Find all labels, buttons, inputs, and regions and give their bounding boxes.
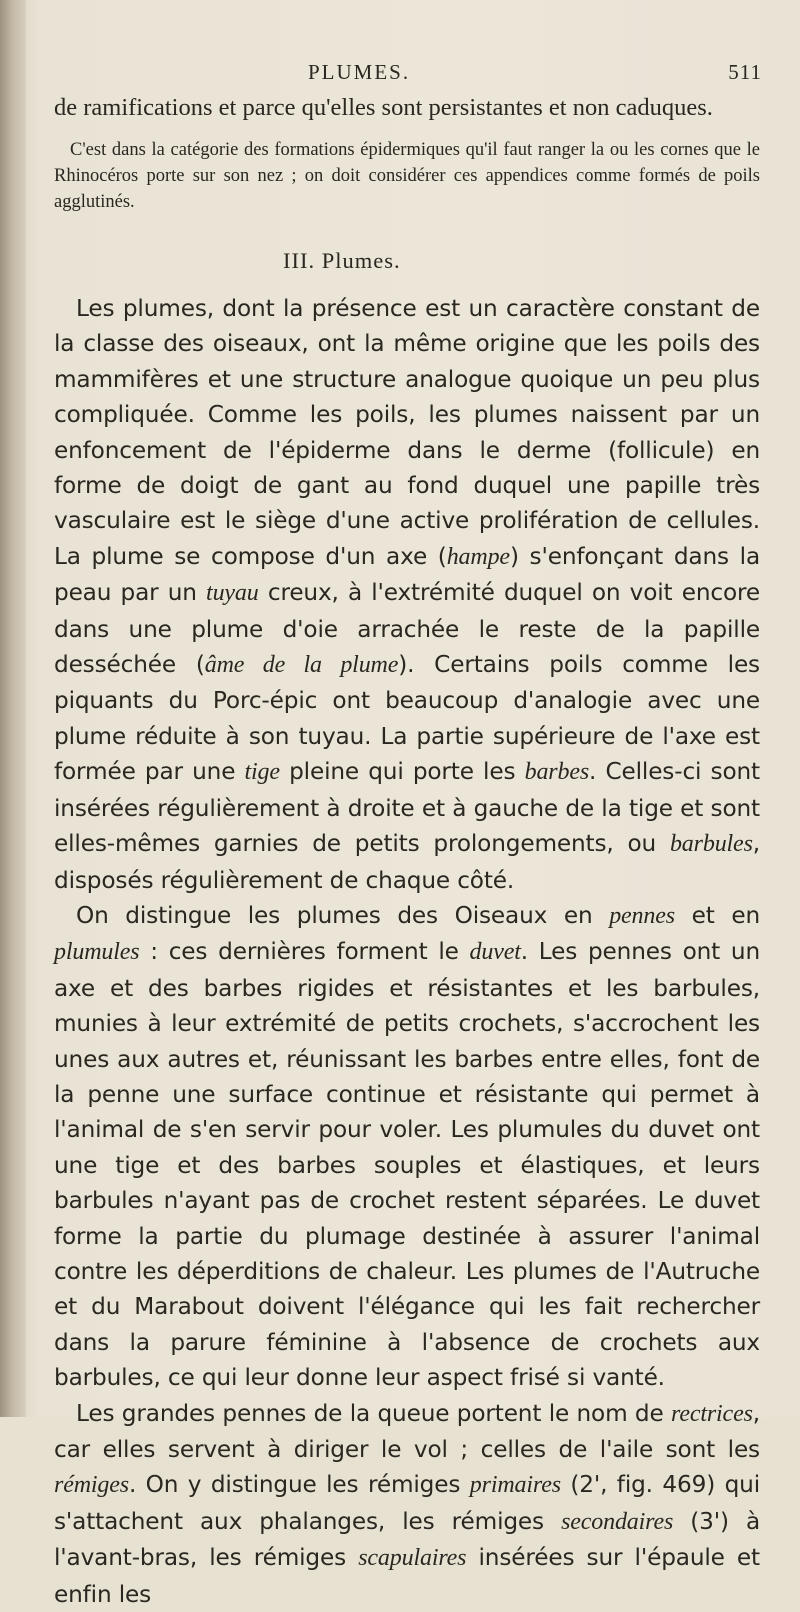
term-tuyau: tuyau bbox=[206, 580, 259, 607]
term-remiges: rémiges bbox=[54, 1472, 129, 1499]
term-primaires: primaires bbox=[469, 1472, 561, 1499]
small-print-note: C'est dans la catégorie des formations épidermiques qu'il faut ranger la ou les cornes que le Rhinocéros porte sur son nez ; on doit considérer ces appendices comme formés de poils agglutinés. bbox=[54, 140, 760, 212]
continuation-paragraph: de ramifications et parce qu'elles sont persistantes et non caduques. bbox=[54, 94, 713, 121]
term-pennes: pennes bbox=[609, 902, 675, 929]
paragraph-plumes-structure: Les plumes, dont la présence est un caractère constant de la classe des oiseaux, ont la même origine que les poils des mammifères et une structure analogue quoique un peu plus compliquée. Comme les poils, les plumes naissent par un enfoncement de l'épiderme dans le derme (follicule) en forme de doigt de gant au fond duquel une papille très vasculaire est le siège d'une active prolifération de cellules. La plume se compose d'un axe (hampe) s'enfonçant dans la peau par un tuyau creux, à l'extrémité duquel on voit encore dans une plume d'oie arrachée le reste de la papille desséchée (âme de la plume). Certains poils comme les piquants du Porc-épic ont beaucoup d'analogie avec une plume réduite à son tuyau. La partie supérieure de l'axe est formée par une tige pleine qui porte les barbes. Celles-ci sont insérées régulièrement à droite et à gauche de la tige et sont elles-mêmes garnies de petits prolongements, ou barbules, disposés régulièrement de chaque côté. bbox=[54, 295, 760, 894]
paragraph-pennes-plumules: On distingue les plumes des Oiseaux en pennes et en plumules : ces dernières forment le duvet. Les pennes ont un axe et des barbes rigides et résistantes et les barbules, munies à leur extrémité de petits crochets, s'accrochent les unes aux autres et, réunissant les barbes entre elles, font de la penne une surface continue et résistante qui permet à l'animal de s'en servir pour voler. Les plumules du duvet ont une tige et des barbes souples et élastiques, et leurs barbules n'ayant pas de crochet restent séparées. Le duvet forme la partie du plumage destinée à assurer l'animal contre les déperditions de chaleur. Les plumes de l'Autruche et du Marabout doivent l'élégance qui les fait rechercher dans la parure féminine à l'absence de crochets aux barbules, ce qui leur donne leur aspect frisé si vanté. bbox=[54, 901, 760, 1392]
page-number: 511 bbox=[728, 60, 762, 84]
section-heading: III. Plumes. bbox=[283, 248, 401, 273]
term-duvet: duvet bbox=[469, 939, 521, 966]
term-plumules: plumules bbox=[54, 939, 140, 966]
term-scapulaires: scapulaires bbox=[358, 1545, 467, 1572]
term-ame-de-la-plume: âme de la plume bbox=[204, 652, 399, 679]
term-rectrices: rectrices bbox=[671, 1400, 753, 1427]
term-secondaires: secondaires bbox=[561, 1508, 674, 1535]
paragraph-rectrices-remiges: Les grandes pennes de la queue portent le nom de rectrices, car elles servent à diriger le vol ; celles de l'aile sont les rémiges. On y distingue les rémiges primaires (2', fig. 469) qui s'attachent aux phalanges, les rémiges secondaires (3') à l'avant-bras, les rémiges scapulaires insérées sur l'épaule et enfin les bbox=[54, 1399, 761, 1608]
term-hampe: hampe bbox=[446, 543, 510, 570]
term-barbules: barbules bbox=[669, 831, 753, 858]
running-head: PLUMES. bbox=[308, 60, 411, 84]
term-barbes: barbes bbox=[524, 759, 590, 786]
page-header bbox=[0, 60, 800, 88]
page-text bbox=[54, 92, 760, 1612]
term-tige: tige bbox=[244, 759, 280, 786]
book-binding-edge bbox=[0, 0, 26, 1417]
